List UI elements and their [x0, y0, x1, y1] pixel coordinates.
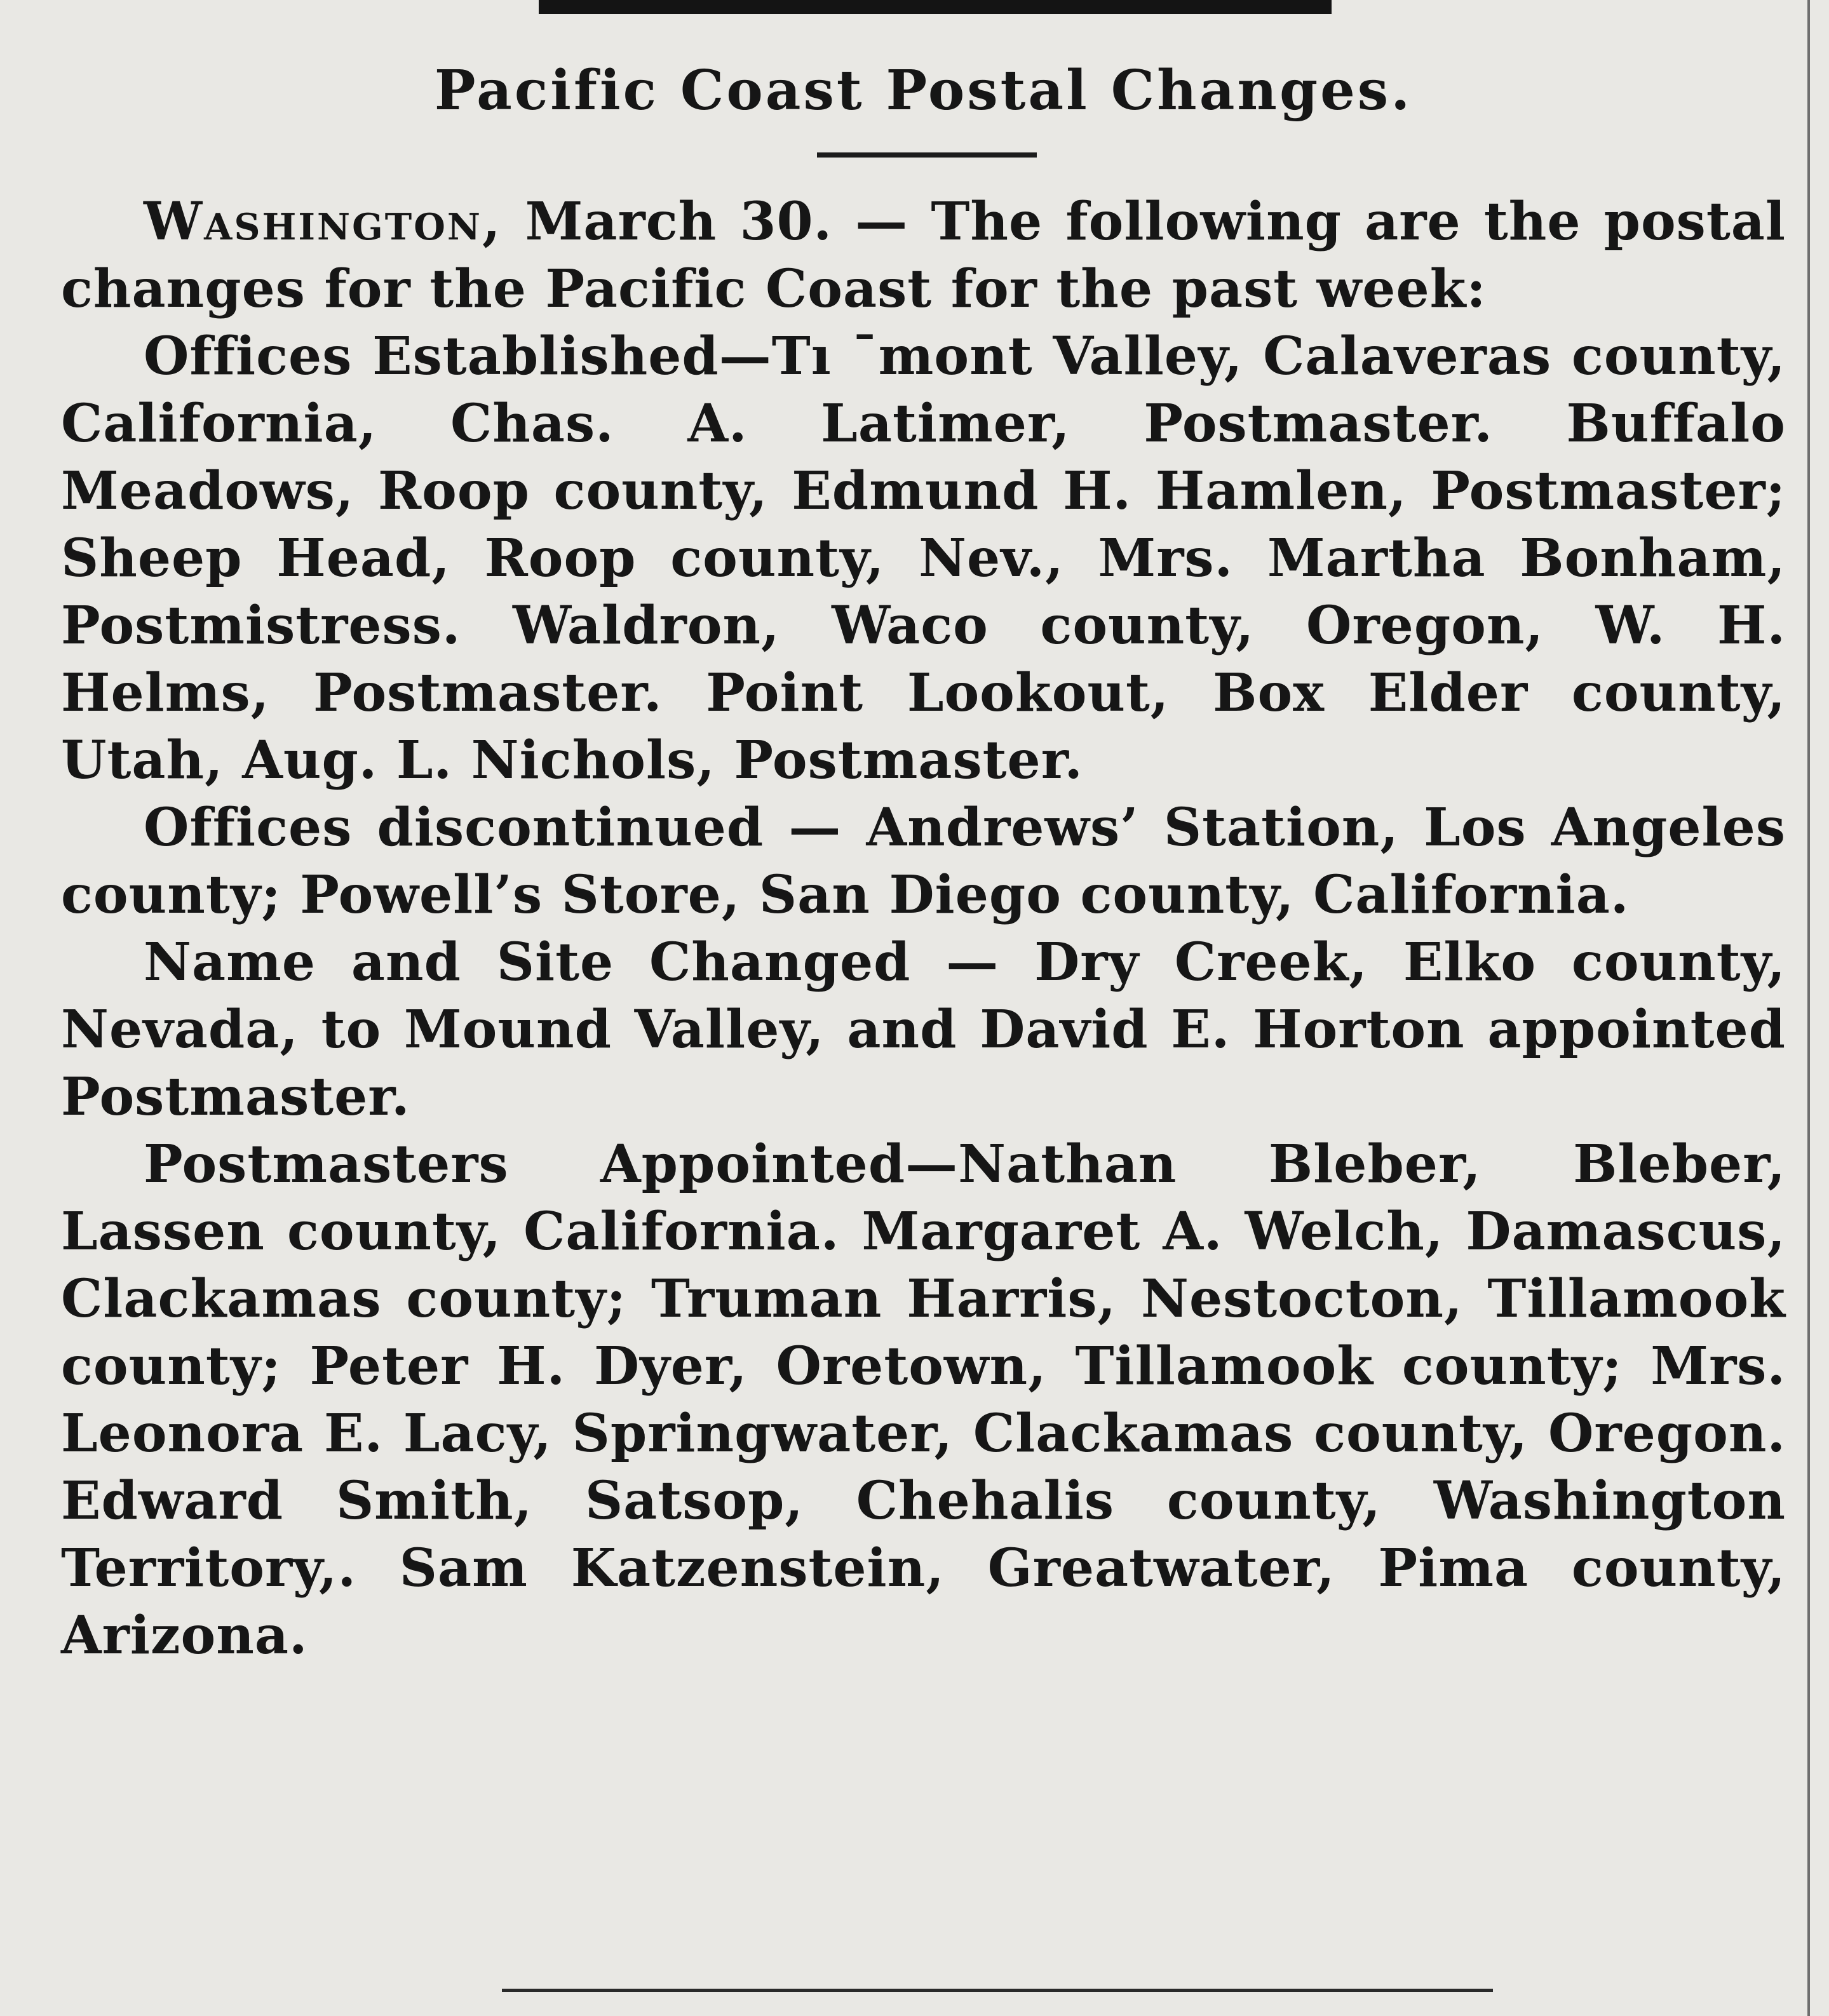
dateline: Washington, [144, 191, 503, 252]
postmasters-appointed-paragraph: Postmasters Appointed—Nathan Bleber, Bleber, Lassen county, California. Margaret A. Welch, Damascus, Clackamas county; Truman Harris, Nestocton, Tillamook county; Peter H. Dyer, Oretown, Tillamook county; Mrs. Leonora E. Lacy, Springwater, Clackamas county, Oregon. Edward Smith, Satsop, Chehalis county, Washington Territory,. Sam Katzenstein, Greatwater, Pima county, Arizona. [61, 1134, 1786, 1666]
bottom-divider [502, 1989, 1493, 1992]
headline: Pacific Coast Postal Changes. [434, 58, 1413, 123]
offices-discontinued-paragraph: Offices discontinued — Andrews’ Station, Los Angeles county; Powell’s Store, San Diego county, California. [61, 797, 1786, 925]
offices-established-paragraph: Offices Established—Tı ˉmont Valley, Calaveras county, California, Chas. A. Latimer, Postmaster. Buffalo Meadows, Roop county, Edmund H. Hamlen, Postmaster; Sheep Head, Roop county, Nev., Mrs. Martha Bonham, Postmistress. Waldron, Waco county, Oregon, W. H. Helms, Postmaster. Point Lookout, Box Elder county, Utah, Aug. L. Nichols, Postmaster. [61, 326, 1786, 791]
lead-text: March 30. — The following are the postal changes for the Pacific Coast for the past week: [61, 191, 1786, 319]
article-body [61, 188, 1786, 1669]
lead-paragraph [61, 188, 1786, 323]
article [61, 0, 1786, 2016]
right-column-rule [1807, 0, 1810, 2016]
headline-divider [817, 152, 1037, 158]
name-site-changed-paragraph: Name and Site Changed — Dry Creek, Elko county, Nevada, to Mound Valley, and David E. Horton appointed Postmaster. [61, 932, 1786, 1127]
